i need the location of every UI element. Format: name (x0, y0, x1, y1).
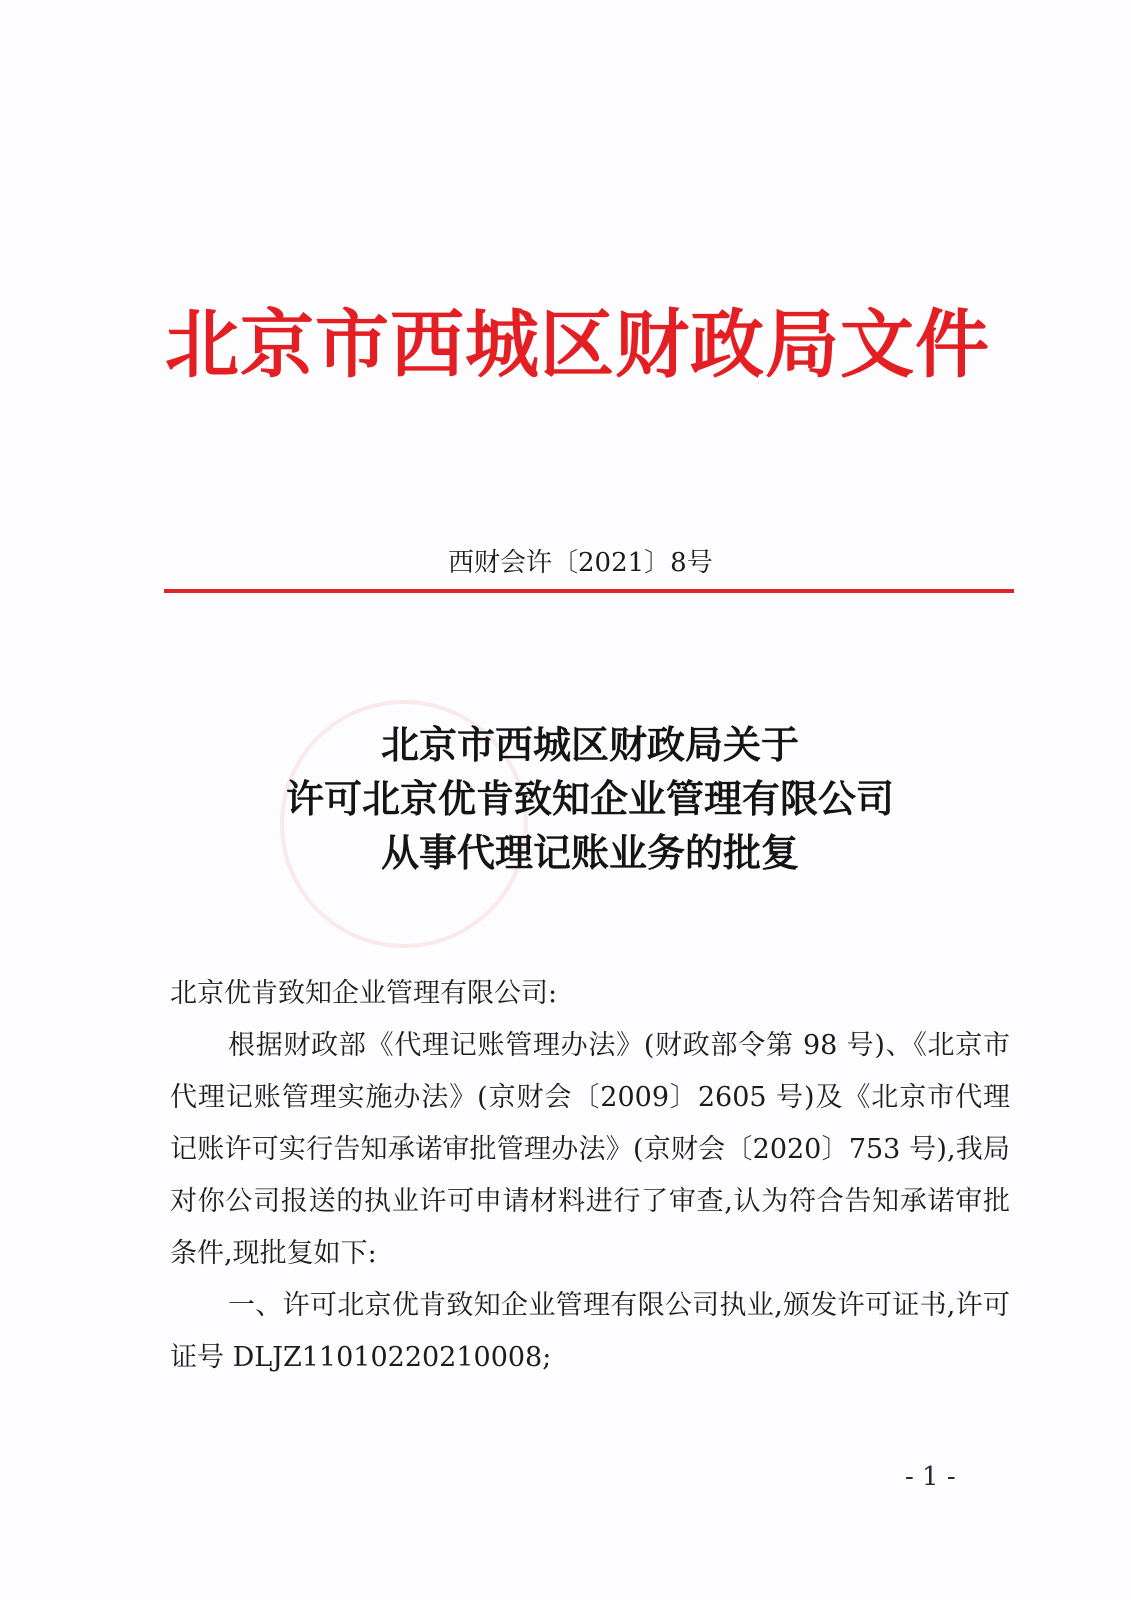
title-line-1: 北京市西城区财政局关于 (380, 722, 799, 767)
document-header-title: 北京市西城区财政局文件 (165, 302, 990, 388)
document-number: 西财会许〔2021〕8号 (448, 548, 713, 578)
title-line-3: 从事代理记账业务的批复 (380, 830, 799, 875)
body-item-1: 一、许可北京优肯致知企业管理有限公司执业,颁发许可证书,许可证号 DLJZ11010220210008; (170, 1290, 1010, 1373)
page-number: - 1 - (905, 1462, 956, 1492)
document-body (170, 968, 1010, 1384)
title-line-2: 许可北京优肯致知企业管理有限公司 (285, 776, 894, 821)
red-divider-line (164, 589, 1014, 593)
document-title (165, 718, 1015, 880)
body-paragraph-1: 根据财政部《代理记账管理办法》(财政部令第 98 号)、《北京市代理记账管理实施办法》(京财会〔2009〕2605 号)及《北京市代理记账许可实行告知承诺审批管理办法》(京财会〔2020〕753 号),我局对你公司报送的执业许可申请材料进行了审查,认为符合告知承诺审批条件,现批复如下: (170, 1030, 1010, 1269)
salutation: 北京优肯致知企业管理有限公司: (170, 978, 558, 1009)
